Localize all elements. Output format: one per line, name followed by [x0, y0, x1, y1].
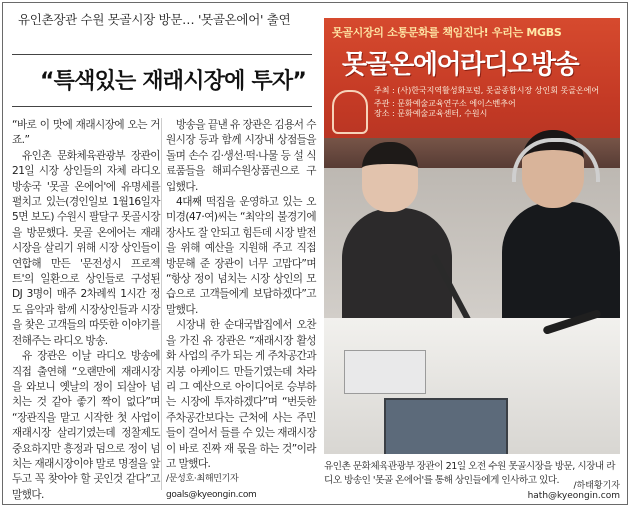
banner-slogan: 못골시장의 소통문화를 책임진다! 우리는 MGBS — [332, 26, 562, 39]
paragraph: 유인촌 문화체육관광부 장관이 21일 시장 상인들의 자체 라디오 방송국 '못골 온에어'에 유명세를 펼치고 있는(경인일보 1월16일자 5면 보도) 수원시 팔달구 못골시장을 방문했다. 못골 온에어는 재래시장을 살리기 위해 시장 상인들이 연합해 만든 '문전성시 프로젝트'의 일환으로 상인들로 구성된 DJ 3명이 매주 2차례씩 1시간 정도 음악과 함께 시장상인들과 시장을 찾은 고객들의 따뜻한 이야기를 전해주는 라디오 방송. — [12, 149, 160, 347]
paragraph: 방송을 끝낸 유 장관은 김용서 수원시장 등과 함께 시장내 상점들을 돌며 손수 김·생선·떡·나물 등 설 식료품들을 해피수원상품권으로 구입했다. — [166, 119, 316, 193]
banner-host: 주최 : (사)한국지역활성화포럼, 못골종합시장 상인회 못골온에어 — [374, 86, 600, 95]
paragraph: 시장내 한 순대국밥집에서 오찬을 가진 유 장관은 “재래시장 활성화 사업의 주가 되는 게 주차공간과 지붕 아케이드 만들기였는데 차라리 그 예산으로 아이디어로 승부하는 시장에 투자하겠다”며 “번듯한 주차공간보다는 근처에 사는 주민들이 걸어서 들를 수 있는 재래시장이 바로 진짜 재 몫을 하는 것”이라고 말했다. — [166, 319, 316, 470]
divider — [12, 54, 312, 55]
article-headline: “특색있는 재래시장에 투자” — [40, 69, 307, 94]
dj-head — [362, 142, 418, 212]
dj-body — [342, 208, 452, 328]
divider — [12, 106, 312, 107]
article-photo — [324, 18, 620, 454]
article-subtitle: 유인촌장관 수원 못골시장 방문… '못골온에어' 출연 — [18, 12, 291, 27]
banner-title: 못골온에어라디오방송 — [342, 50, 579, 80]
banner-venue: 장소 : 문화예술교육센터, 수원시 — [374, 109, 488, 118]
paragraph: “바로 이 맛에 재래시장에 오는 거죠.” — [12, 119, 160, 147]
banner-organizer: 주관 : 문화예술교육연구소 에이스벤추어 — [374, 99, 516, 108]
microphone-icon — [332, 90, 368, 134]
paragraph: 4대째 떡집을 운영하고 있는 오미경(47·여)씨는 “최악의 불경기에 장사도 잘 안되고 힘든데 시장 발전을 위해 예산을 지원해 주고 직접 방문해 준 장관이 너무 고맙다”며 “항상 정이 넘치는 시장 상인의 모습으로 고객들에게 보답하겠다”고 말했다. — [166, 196, 316, 316]
byline: /문성호·최해민기자 goals@kyeongin.com — [166, 474, 257, 500]
photo-credit: /하태황기자 hath@kyeongin.com — [527, 481, 620, 501]
audio-mixer — [344, 350, 426, 394]
paragraph: 유 장관은 이날 라디오 방송에 직접 출연해 “오랜만에 재래시장을 와보니 옛날의 정이 되살아 넘치는 것 같아 좋기 짝이 없다”며 “장관직을 맡고 시작한 첫 사업이 재래시장 살리기였는데 정찰제도 중요하지만 흥정과 덤으로 정이 넘치는 재래시장이야 말로 명절을 앞두고 꼭 찾아야 할 곳인것 같다”고 말했다. — [12, 350, 160, 501]
photo-caption: 유인촌 문화체육관광부 장관이 21일 오전 수원 못골시장을 방문, 시장내 라디오 방송인 '못골 온에어'를 통해 상인들에게 인사하고 있다. — [324, 461, 615, 486]
laptop — [384, 398, 508, 454]
column-separator — [161, 118, 162, 490]
article-column-2 — [166, 118, 316, 503]
article-column-1 — [12, 118, 160, 503]
